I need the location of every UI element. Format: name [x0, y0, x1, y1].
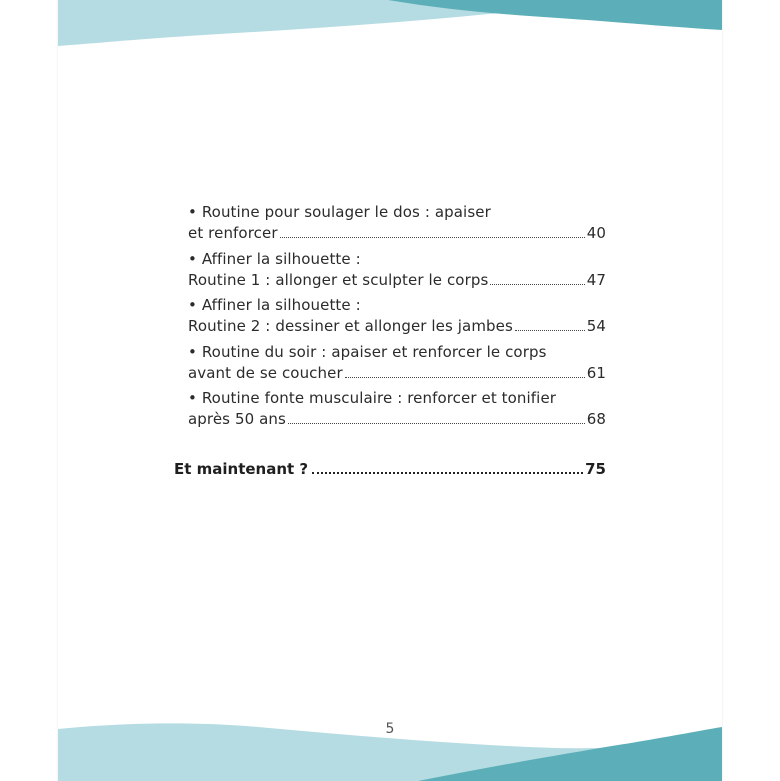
toc-page-number: 40	[586, 224, 606, 242]
dot-leader	[288, 422, 585, 424]
book-page	[58, 0, 722, 781]
toc-entry-line1	[188, 295, 606, 316]
toc-entry-title: • Routine du soir : apaiser et renforcer le corps	[188, 343, 547, 361]
toc-entry[interactable]	[188, 295, 606, 337]
dot-leader	[515, 329, 585, 331]
toc-entry-title-cont: et renforcer	[188, 224, 278, 242]
toc-entry-title: • Routine fonte musculaire : renforcer et tonifier	[188, 389, 557, 407]
toc-entry[interactable]	[188, 342, 606, 384]
toc-entry-line2	[188, 223, 606, 244]
toc-entry-line1	[188, 249, 606, 270]
toc-entry-title-cont: Routine 1 : allonger et sculpter le corps	[188, 271, 489, 289]
toc-final-title: Et maintenant ?	[174, 460, 309, 478]
toc-entry-line2	[188, 316, 606, 337]
dot-leader	[312, 471, 583, 474]
toc-final-entry[interactable]	[174, 459, 606, 480]
toc-entry[interactable]	[188, 388, 606, 430]
toc-page-number: 47	[586, 271, 606, 289]
page-number: 5	[385, 721, 395, 737]
toc-page-number: 61	[586, 364, 606, 382]
toc-page-number: 75	[585, 460, 606, 478]
dot-leader	[490, 283, 584, 285]
toc-entry-line1	[188, 202, 606, 223]
toc-entry-title-cont: Routine 2 : dessiner et allonger les jambes	[188, 317, 513, 335]
toc-final-line	[174, 459, 606, 480]
toc-entry-line2	[188, 409, 606, 430]
toc-entry[interactable]	[188, 202, 606, 244]
toc-entry-line2	[188, 363, 606, 384]
toc-page-number: 68	[586, 410, 606, 428]
toc-entry-line2	[188, 270, 606, 291]
toc-entry-line1	[188, 342, 606, 363]
toc-entry-title: • Affiner la silhouette :	[188, 296, 361, 314]
toc-entry-title: • Routine pour soulager le dos : apaiser	[188, 203, 491, 221]
dot-leader	[280, 236, 585, 238]
toc-entry-line1	[188, 388, 606, 409]
toc-page-number: 54	[586, 317, 606, 335]
dot-leader	[345, 376, 585, 378]
toc-entry-title-cont: après 50 ans	[188, 410, 286, 428]
table-of-contents	[58, 0, 722, 781]
toc-entry-title: • Affiner la silhouette :	[188, 250, 361, 268]
toc-entry[interactable]	[188, 249, 606, 291]
bottom-wave-decoration	[58, 721, 722, 781]
toc-entry-title-cont: avant de se coucher	[188, 364, 343, 382]
